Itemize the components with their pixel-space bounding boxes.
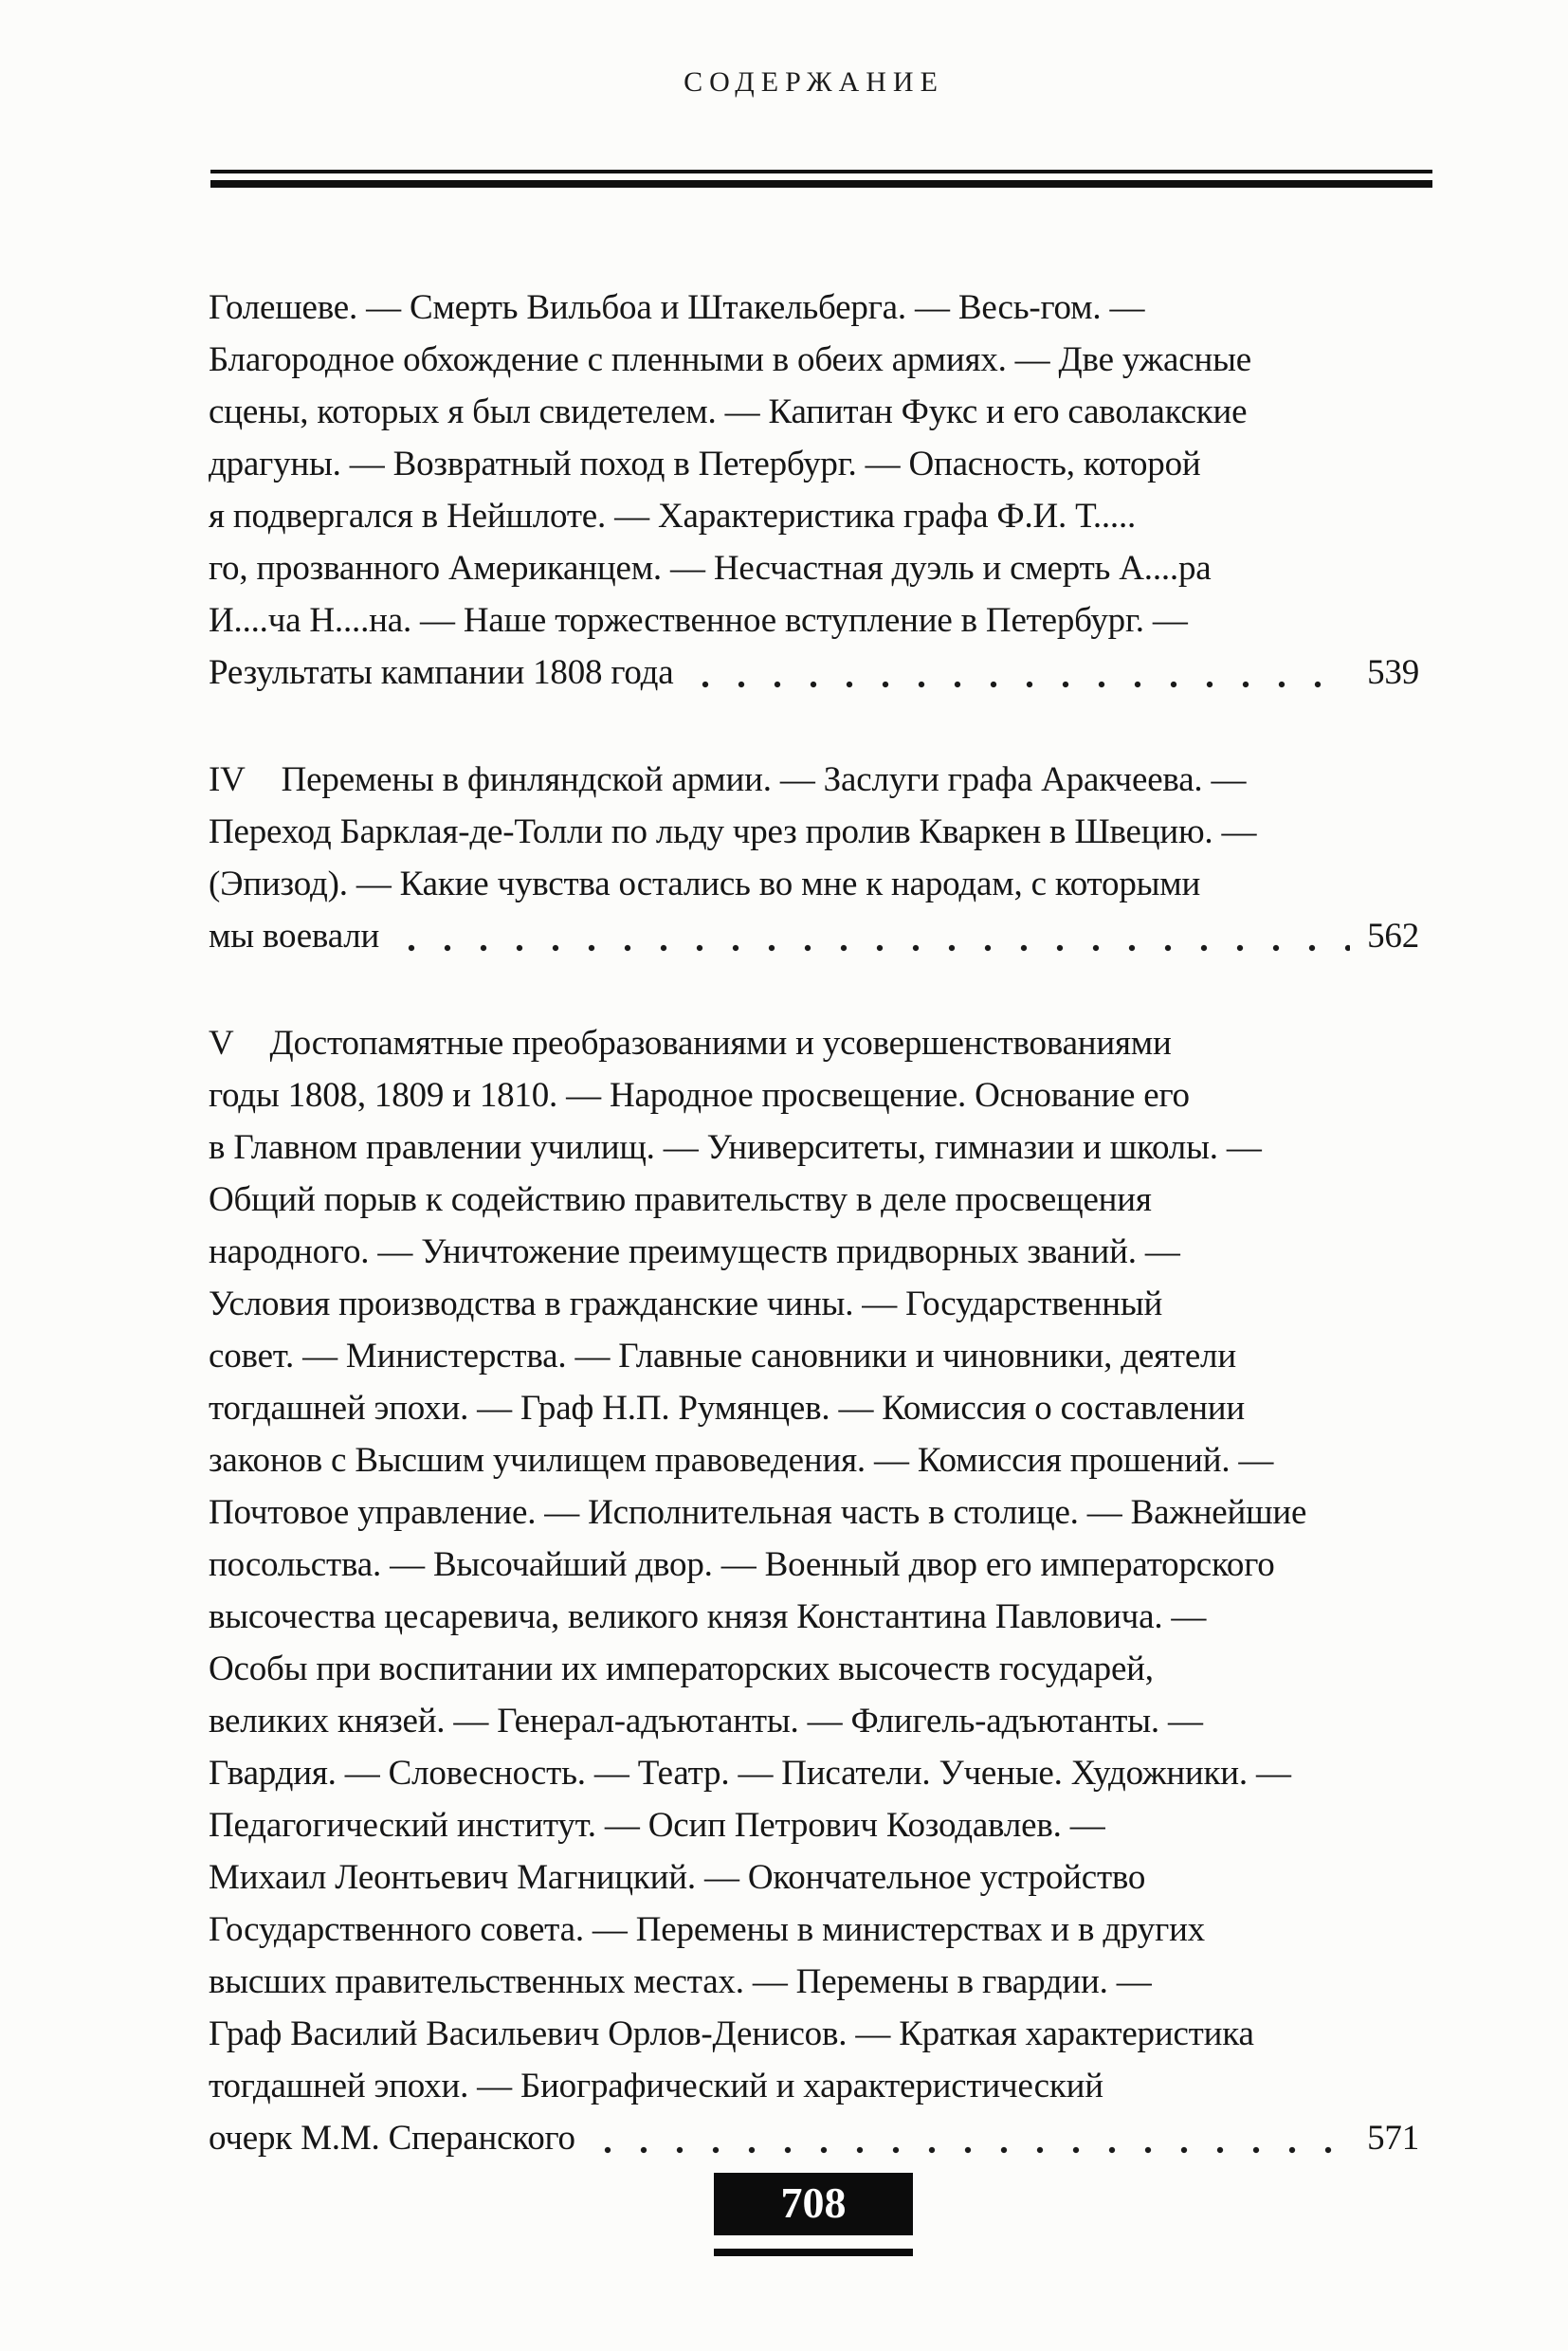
folio-box [714, 2173, 913, 2235]
folio-number: 708 [780, 2178, 847, 2227]
toc-line-text: Педагогический институт. — Осип Петрович Козодавлев. — [209, 1806, 1105, 1845]
toc-line-text: сцены, которых я был свидетелем. — Капитан Фукс и его саволакские [209, 392, 1248, 431]
toc-line-text: законов с Высшим училищем правоведения. — Комиссия прошений. — [209, 1441, 1274, 1480]
toc-line-text: Государственного совета. — Перемены в министерствах и в других [209, 1910, 1205, 1949]
page-number: 571 [1367, 2119, 1419, 2158]
toc-line [209, 438, 1419, 490]
toc-line [209, 1591, 1419, 1643]
toc-entry [209, 754, 1419, 962]
toc-line [209, 2112, 1419, 2164]
toc-line [209, 282, 1419, 334]
toc-line [209, 1643, 1419, 1695]
toc-line-text: Почтовое управление. — Исполнительная часть в столице. — Важнейшие [209, 1493, 1307, 1532]
toc-line-text: Гвардия. — Словесность. — Театр. — Писатели. Ученые. Художники. — [209, 1754, 1291, 1793]
toc-line-text: И....ча Н....на. — Наше торжественное вступление в Петербург. — [209, 601, 1188, 640]
toc-line-text: Условия производства в гражданские чины. — Государственный [209, 1285, 1163, 1323]
toc-line [209, 1747, 1419, 1799]
toc-line-text: годы 1808, 1809 и 1810. — Народное просвещение. Основание его [209, 1076, 1190, 1115]
toc-line [209, 1434, 1419, 1486]
toc-line [209, 1226, 1419, 1278]
toc-line-text: (Эпизод). — Какие чувства остались во мне к народам, с которыми [209, 865, 1201, 903]
toc-line [209, 1956, 1419, 2008]
header-double-rule [210, 170, 1432, 188]
page-number: 539 [1367, 653, 1419, 692]
toc-entry [209, 282, 1419, 699]
toc-line [209, 1017, 1419, 1069]
toc-line-text: народного. — Уничтожение преимуществ придворных званий. — [209, 1232, 1180, 1271]
dot-leader [604, 2144, 1350, 2156]
dot-leader [702, 679, 1350, 690]
toc-line-text: Переход Барклая-де-Толли по льду чрез пролив Кваркен в Швецию. — [209, 812, 1257, 851]
toc-line [209, 542, 1419, 594]
toc-line-text: Результаты кампании 1808 года [209, 653, 674, 692]
rule-thin [210, 170, 1432, 173]
toc-line [209, 1382, 1419, 1434]
toc-line [209, 1330, 1419, 1382]
toc-line [209, 490, 1419, 542]
toc-line [209, 1278, 1419, 1330]
toc-line [209, 1174, 1419, 1226]
toc-line [209, 2060, 1419, 2112]
toc-line [209, 1851, 1419, 1904]
toc-line-text: мы воевали [209, 917, 380, 956]
toc-line-text: совет. — Министерства. — Главные сановники и чиновники, деятели [209, 1337, 1236, 1376]
toc-line [209, 1799, 1419, 1851]
toc-line-text: го, прозванного Американцем. — Несчастная дуэль и смерть А....ра [209, 549, 1212, 588]
toc-line [209, 858, 1419, 910]
toc-line [209, 1904, 1419, 1956]
toc-line [209, 647, 1419, 699]
toc-line-text: в Главном правлении училищ. — Университеты, гимназии и школы. — [209, 1128, 1262, 1167]
toc [209, 282, 1419, 2164]
toc-entry [209, 1017, 1419, 2164]
page-number: 562 [1367, 917, 1419, 956]
toc-line [209, 754, 1419, 806]
section-numeral: IV [209, 760, 246, 799]
toc-line-text: высочества цесаревича, великого князя Константина Павловича. — [209, 1597, 1207, 1636]
dot-leader [408, 942, 1350, 954]
toc-line [209, 386, 1419, 438]
toc-line-text: тогдашней эпохи. — Граф Н.П. Румянцев. — Комиссия о составлении [209, 1389, 1245, 1428]
toc-line-text: Михаил Леонтьевич Магницкий. — Окончательное устройство [209, 1858, 1146, 1897]
toc-line [209, 1121, 1419, 1174]
toc-line-text: я подвергался в Нейшлоте. — Характеристика графа Ф.И. Т..... [209, 497, 1137, 536]
folio [714, 2173, 913, 2256]
toc-line-text: высших правительственных местах. — Перемены в гвардии. — [209, 1962, 1152, 2001]
toc-line-text: драгуны. — Возвратный поход в Петербург. — Опасность, которой [209, 445, 1201, 483]
section-numeral: V [209, 1024, 234, 1063]
toc-line [209, 1069, 1419, 1121]
toc-line [209, 1486, 1419, 1539]
toc-line [209, 1539, 1419, 1591]
toc-line-text: Достопамятные преобразованиями и усовершенствованиями [269, 1024, 1172, 1063]
toc-line-text: Благородное обхождение с пленными в обеих армиях. — Две ужасные [209, 340, 1251, 379]
toc-line-text: посольства. — Высочайший двор. — Военный двор его императорского [209, 1545, 1275, 1584]
toc-line [209, 594, 1419, 647]
toc-line-text: Граф Василий Васильевич Орлов-Денисов. — Краткая характеристика [209, 2014, 1254, 2053]
page-title: СОДЕРЖАНИЕ [684, 66, 944, 98]
toc-line [209, 910, 1419, 962]
folio-rule [714, 2249, 913, 2256]
toc-line-text: Голешеве. — Смерть Вильбоа и Штакельберга. — Весь-гом. — [209, 288, 1145, 327]
toc-line-text: Общий порыв к содействию правительству в деле просвещения [209, 1180, 1152, 1219]
rule-thick [210, 180, 1432, 188]
toc-line [209, 334, 1419, 386]
toc-line-text: очерк М.М. Сперанского [209, 2119, 575, 2158]
toc-line-text: тогдашней эпохи. — Биографический и характеристический [209, 2067, 1103, 2105]
toc-line [209, 2008, 1419, 2060]
toc-line-text: великих князей. — Генерал-адъютанты. — Флигель-адъютанты. — [209, 1702, 1203, 1740]
toc-line-text: Особы при воспитании их императорских высочеств государей, [209, 1649, 1154, 1688]
content-column [209, 0, 1419, 2351]
toc-line-text: Перемены в финляндской армии. — Заслуги графа Аракчеева. — [281, 760, 1247, 799]
toc-line [209, 806, 1419, 858]
toc-line [209, 1695, 1419, 1747]
